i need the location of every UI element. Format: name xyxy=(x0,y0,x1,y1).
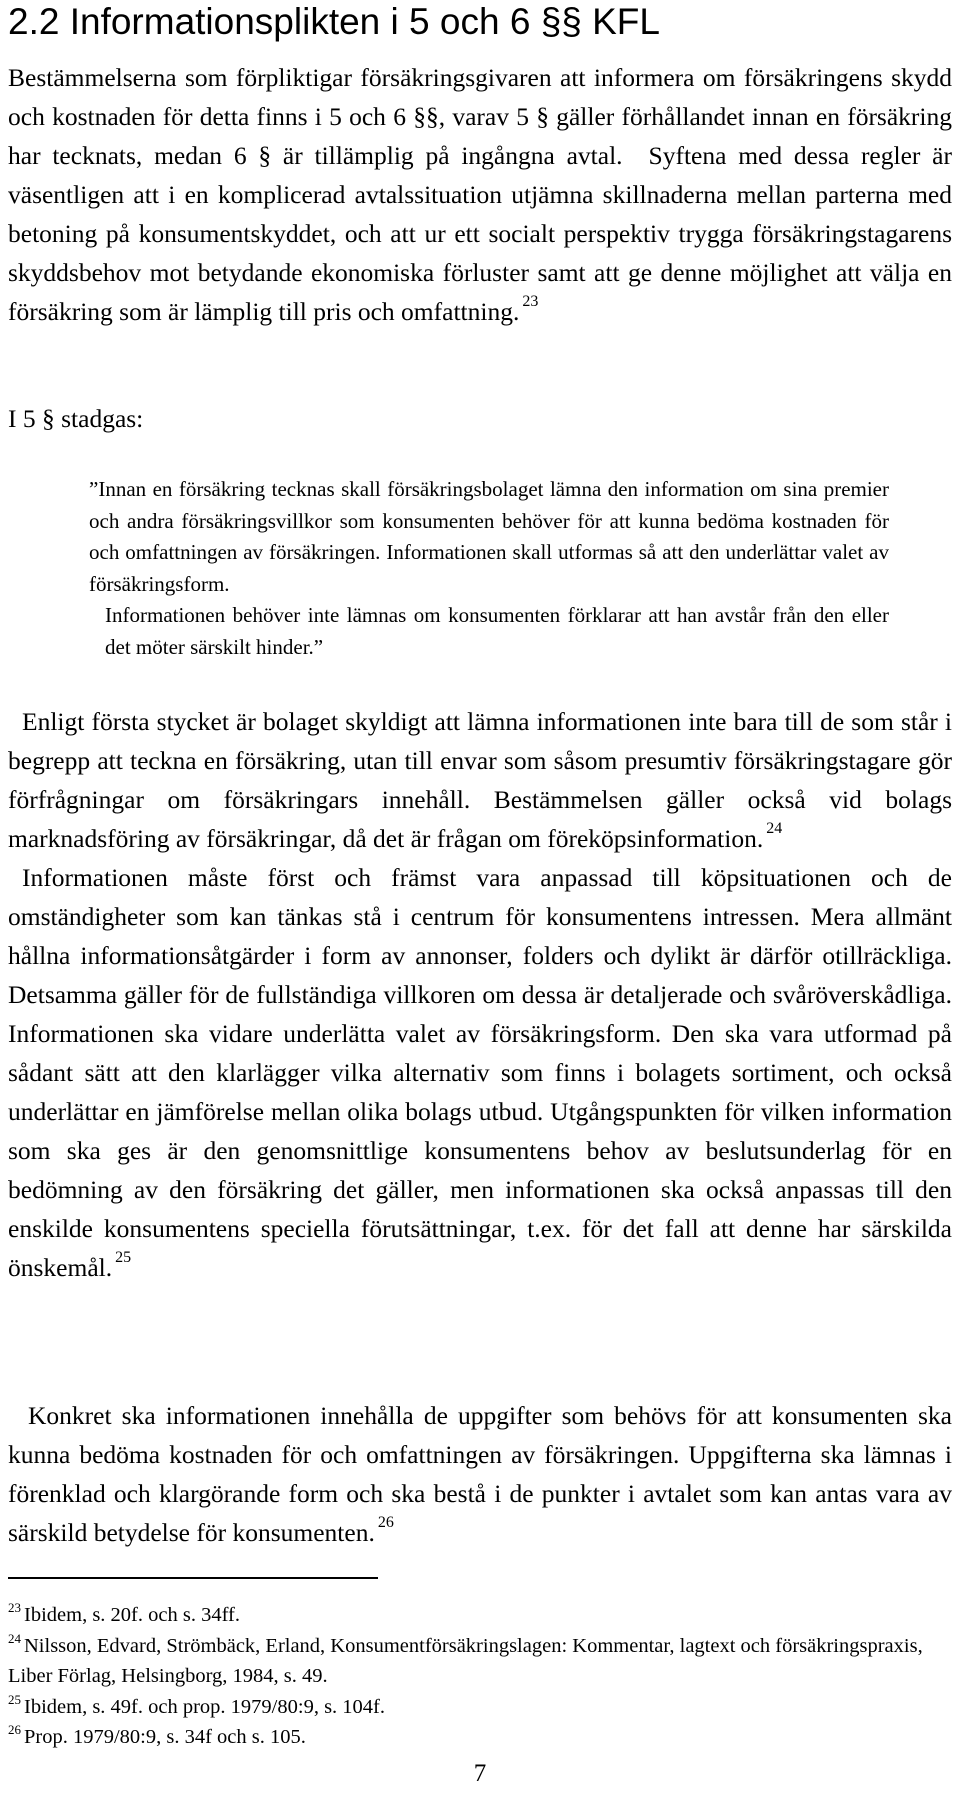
footnote-number: 24 xyxy=(8,1630,21,1646)
footnotes xyxy=(8,1600,952,1753)
footnote-number: 25 xyxy=(8,1691,21,1707)
paragraph-text: Syftena med dessa regler är väsentligen att i en komplicerad avtalssituation utjämna skillnaderna mellan parterna med betoning på konsumentskyddet, och att ur ett socialt perspektiv trygga försäkringstagarens skyddsbehov mot betydande ekonomiska förluster samt att ge denne möjlighet att välja en försäkring som är lämplig till pris och omfattning. xyxy=(8,141,952,326)
paragraph-text: Informationen måste först och främst vara anpassad till köpsituationen och de omständigheter som kan tänkas stå i centrum för konsumentens intressen. Mera allmänt hållna informationsåtgärder i form av annonser, folders och dylikt är därför otillräckliga. Detsamma gäller för de fullständiga villkoren om dessa är detaljerade och svåröverskådliga. Informationen ska vidare underlätta valet av försäkringsform. Den ska vara utformad på sådant sätt att den klarlägger vilka alternativ som finns i bolagets sortiment, och också underlättar en jämförelse mellan olika bolags utbud. Utgångspunkten för vilken information som ska ges är den genomsnittlige konsumentens behov av beslutsunderlag för en bedömning av den försäkring det gäller, men informationen ska också anpassas till den enskilde konsumentens speciella förutsättningar, t.ex. för det fall att denne har särskilda önskemål. xyxy=(8,863,952,1282)
footnote-ref: 25 xyxy=(115,1249,132,1266)
paragraph-text: Enligt första stycket är bolaget skyldigt att lämna informationen inte bara till de som står i begrepp att teckna en försäkring, utan till envar som såsom presumtiv försäkringstagare gör förfrågningar om försäkringars innehåll. Bestämmelsen gäller också vid bolags marknadsföring av försäkringar, då det är frågan om föreköpsinformation. xyxy=(8,707,952,853)
footnote-item xyxy=(8,1600,952,1631)
stadgas-label: I 5 § stadgas: xyxy=(8,404,144,433)
paragraph-informationsplikt xyxy=(8,58,952,331)
footnote-ref: 23 xyxy=(522,293,539,310)
page-number: 7 xyxy=(473,1760,487,1787)
paragraph-konkret xyxy=(8,1396,952,1552)
paragraph-text: Bestämmelserna som förpliktigar försäkringsgivaren att informera om försäkringens skydd och kostnaden för detta finns i 5 och 6 §§, varav 5 § gäller förhållandet innan en försäkring har tecknats, medan 6 § är tillämplig på ingångna avtal. xyxy=(8,63,952,170)
footnote-text: Ibidem, s. 20f. och s. 34ff. xyxy=(24,1604,240,1626)
paragraph-forsta-stycket xyxy=(8,702,952,1287)
footnote-number: 23 xyxy=(8,1600,21,1615)
law-quote xyxy=(89,474,889,663)
footnote-item xyxy=(8,1692,952,1723)
footnote-text: Nilsson, Edvard, Strömbäck, Erland, Konsumentförsäkringslagen: Kommentar, lagtext och försäkringspraxis, Liber Förlag, Helsingborg, 1984, s. 49. xyxy=(8,1634,923,1687)
quote-text: Informationen behöver inte lämnas om konsumenten förklarar att han avstår från den eller det möter särskilt hinder.” xyxy=(105,603,889,659)
footnote-item xyxy=(8,1722,952,1753)
paragraph-text: Konkret ska informationen innehålla de uppgifter som behövs för att konsumenten ska kunna bedöma kostnaden för och omfattningen av försäkringen. Uppgifterna ska lämnas i förenklad och klargörande form och ska bestå i de punkter i avtalet som kan antas vara av särskild betydelse för konsumenten. xyxy=(8,1401,952,1547)
footnote-item xyxy=(8,1631,952,1692)
footnote-text: Ibidem, s. 49f. och prop. 1979/80:9, s. 104f. xyxy=(24,1695,385,1718)
footnote-ref: 24 xyxy=(766,820,783,837)
document-page xyxy=(8,0,952,1787)
quote-text: ”Innan en försäkring tecknas skall försäkringsbolaget lämna den information om sina premier och andra försäkringsvillkor som konsumenten behöver för att kunna bedöma kostnaden för och omfattningen av försäkringen. Informationen skall utformas så att den underlättar valet av försäkringsform. xyxy=(89,477,889,596)
footnote-number: 26 xyxy=(8,1722,21,1737)
footnote-ref: 26 xyxy=(377,1514,394,1531)
footnote-text: Prop. 1979/80:9, s. 34f och s. 105. xyxy=(24,1726,306,1748)
section-heading: 2.2 Informationsplikten i 5 och 6 §§ KFL xyxy=(8,1,660,42)
footnote-divider xyxy=(8,1577,378,1579)
